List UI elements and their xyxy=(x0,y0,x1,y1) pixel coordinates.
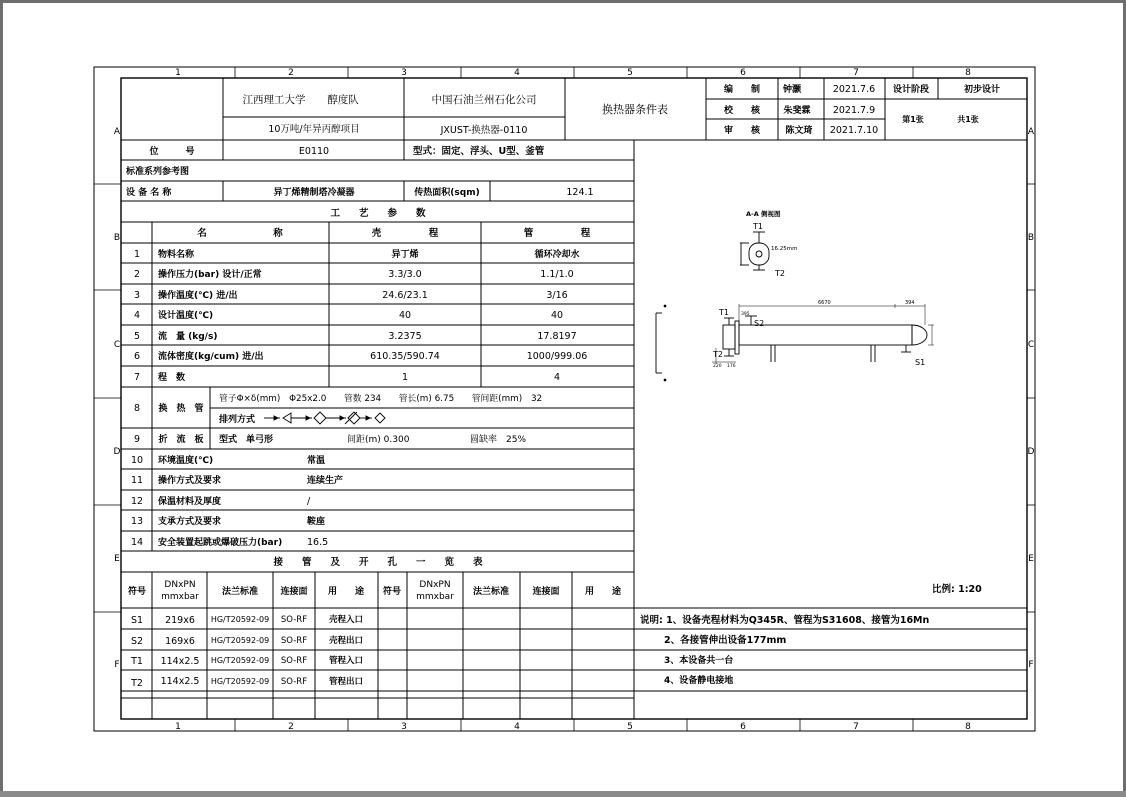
row-tube: 40 xyxy=(550,310,564,321)
exchanger-main-view xyxy=(656,304,934,381)
nozzle-std: HG/T20592-09 xyxy=(210,656,270,665)
nozzle-use: 管程入口 xyxy=(328,656,364,666)
project-name: 10万吨/年异丙醇项目 xyxy=(268,124,360,135)
col-symbol-2: 符号 xyxy=(382,587,402,597)
misc-rows xyxy=(131,454,343,548)
nozzle-std: HG/T20592-09 xyxy=(210,636,270,645)
misc-name: 支承方式及要求 xyxy=(158,517,222,527)
nozzle-dn: 114x2.5 xyxy=(160,676,200,687)
row-tube: 17.8197 xyxy=(537,331,577,342)
note-2: 2、各接管伸出设备177mm xyxy=(664,635,787,646)
zone-col-5-bottom: 5 xyxy=(627,722,633,732)
nozzle-use: 壳程入口 xyxy=(328,615,364,625)
col-shell-header: 壳 程 xyxy=(371,228,439,239)
sign-name-1: 钟灏 xyxy=(782,85,802,95)
baffle-cut: 圆缺率 25% xyxy=(470,435,527,445)
reference-label: 标准系列参考图 xyxy=(126,167,190,177)
row-shell: 异丁烯 xyxy=(391,250,419,260)
col-dnpn: DNxPN xyxy=(164,580,196,590)
row-shell: 1 xyxy=(401,372,409,383)
sign-date-1: 2021.7.6 xyxy=(832,84,876,95)
section-t1-label: T1 xyxy=(753,222,763,231)
school-name: 江西理工大学 xyxy=(242,94,306,106)
col-unit-2: mmxbar xyxy=(416,592,454,602)
section-label: A-A 侧视图 xyxy=(746,210,781,218)
s1-label: S1 xyxy=(915,358,926,367)
misc-name: 安全装置起跳或爆破压力(bar) xyxy=(158,538,283,548)
row-shell: 24.6/23.1 xyxy=(382,290,428,301)
zone-col-5: 5 xyxy=(627,68,633,78)
s2-label: S2 xyxy=(754,319,765,328)
zone-col-2: 2 xyxy=(288,68,294,78)
misc-value: 常温 xyxy=(307,456,326,466)
note-1: 说明: 1、设备壳程材料为Q345R、管程为S31608、接管为16Mn xyxy=(640,615,930,626)
zone-col-2-bottom: 2 xyxy=(288,722,294,732)
sign-role-1: 编 制 xyxy=(723,85,761,95)
zone-row-b: B xyxy=(113,233,121,243)
section-t2-label: T2 xyxy=(775,269,785,278)
zone-col-6-bottom: 6 xyxy=(740,722,746,732)
note-3: 3、本设备共一台 xyxy=(664,656,734,666)
drawing-number: JXUST-换热器-0110 xyxy=(440,125,528,136)
nozzle-std: HG/T20592-09 xyxy=(210,677,270,686)
misc-no: 14 xyxy=(130,537,144,548)
zone-col-7-bottom: 7 xyxy=(853,722,859,732)
type-text: 型式：固定、浮头、U型、釜管 xyxy=(413,146,545,157)
col-tube-header: 管 程 xyxy=(523,228,591,239)
arrangement-symbols xyxy=(264,412,385,424)
dim-a: 395 xyxy=(741,312,750,317)
row-name: 设计温度(℃) xyxy=(158,311,214,321)
stage-value: 初步设计 xyxy=(963,85,1001,95)
nozzle-sym: T2 xyxy=(131,678,143,689)
nozzle-sym: T1 xyxy=(131,656,143,667)
col-unit: mmxbar xyxy=(161,592,199,602)
nozzle-face: SO-RF xyxy=(280,615,308,625)
row-tube: 1.1/1.0 xyxy=(540,269,574,280)
row-name: 操作温度(℃) 进/出 xyxy=(158,291,238,301)
row-name: 物料名称 xyxy=(158,250,195,260)
zone-row-e: E xyxy=(114,554,120,564)
nozzle-dn: 219x6 xyxy=(165,615,195,626)
nozzle-face: SO-RF xyxy=(280,636,308,646)
col-flange: 法兰标准 xyxy=(221,587,259,597)
t1-label: T1 xyxy=(719,308,729,317)
zone-row-f-right: F xyxy=(1028,660,1034,670)
row-no: 1 xyxy=(133,249,141,260)
zone-row-c-right: C xyxy=(1027,340,1035,350)
col-name-header: 名 称 xyxy=(197,228,283,239)
row-tube: 3/16 xyxy=(546,290,568,301)
col-use-2: 用 途 xyxy=(584,587,622,597)
col-dnpn-2: DNxPN xyxy=(419,580,451,590)
zone-col-8-bottom: 8 xyxy=(965,722,971,732)
section-view xyxy=(740,232,769,270)
misc-no: 12 xyxy=(130,496,144,507)
row-shell: 3.3/3.0 xyxy=(388,269,422,280)
nozzle-std: HG/T20592-09 xyxy=(210,615,270,624)
row-shell: 3.2375 xyxy=(388,331,422,342)
zone-col-3-bottom: 3 xyxy=(401,722,407,732)
sign-role-3: 审 核 xyxy=(723,126,761,136)
equipment-name-value: 异丁烯精制塔冷凝器 xyxy=(273,188,355,198)
nozzle-use: 壳程出口 xyxy=(328,636,364,646)
sign-role-2: 校 核 xyxy=(723,106,761,116)
area-label: 传热面积(sqm) xyxy=(414,188,480,198)
process-header: 工 艺 参 数 xyxy=(330,208,426,219)
arrangement-label: 排列方式 xyxy=(219,415,256,425)
nozzle-face: SO-RF xyxy=(280,656,308,666)
position-value: E0110 xyxy=(298,146,330,157)
team-name: 醇度队 xyxy=(327,94,359,106)
company-name: 中国石油兰州石化公司 xyxy=(431,94,537,106)
row-shell: 610.35/590.74 xyxy=(370,351,440,362)
zone-col-4-bottom: 4 xyxy=(514,722,520,732)
zone-row-a: A xyxy=(113,127,121,137)
length-dim: 6670 xyxy=(818,300,831,306)
row-no: 3 xyxy=(133,290,141,301)
t2-label: T2 xyxy=(713,350,723,359)
baffle-spacing: 间距(m) 0.300 xyxy=(347,435,410,445)
sheet-number: 第1张 xyxy=(902,115,924,124)
process-table-grid xyxy=(121,140,1027,719)
row-no: 2 xyxy=(133,269,141,280)
zone-row-e-right: E xyxy=(1028,554,1034,564)
row8-name: 换 热 管 xyxy=(158,404,204,414)
sign-date-2: 2021.7.9 xyxy=(832,105,876,116)
zone-col-4: 4 xyxy=(514,68,520,78)
misc-no: 10 xyxy=(130,455,144,466)
misc-name: 操作方式及要求 xyxy=(158,476,222,486)
zone-col-1: 1 xyxy=(175,68,181,78)
row-no: 5 xyxy=(133,331,141,342)
zone-col-6: 6 xyxy=(740,68,746,78)
scale-label: 比例: 1:20 xyxy=(932,584,982,595)
zone-row-a-right: A xyxy=(1027,127,1035,137)
nozzle-header: 接 管 及 开 孔 一 览 表 xyxy=(273,557,483,568)
nozzle-dn: 169x6 xyxy=(165,636,195,647)
row9-name: 折 流 板 xyxy=(158,435,204,445)
end-dim: 394 xyxy=(905,300,915,306)
row-tube: 4 xyxy=(553,372,561,383)
stage-label: 设计阶段 xyxy=(892,85,930,95)
dim-b: 220 xyxy=(713,364,722,369)
nozzle-sym: S1 xyxy=(130,615,144,626)
row-shell: 40 xyxy=(398,310,412,321)
misc-name: 环境温度(℃) xyxy=(158,456,214,466)
zone-col-8: 8 xyxy=(965,68,971,78)
misc-no: 11 xyxy=(130,475,144,486)
sign-date-3: 2021.7.10 xyxy=(829,125,879,136)
row-name: 程 数 xyxy=(158,373,186,383)
nozzle-face: SO-RF xyxy=(280,677,308,687)
nozzle-sym: S2 xyxy=(130,636,144,647)
misc-value: 鞍座 xyxy=(307,517,326,527)
col-flange-2: 法兰标准 xyxy=(472,587,510,597)
row-name: 流体密度(kg/cum) 进/出 xyxy=(158,352,264,362)
col-face-2: 连接面 xyxy=(532,587,560,597)
area-value: 124.1 xyxy=(566,187,594,198)
col-symbol: 符号 xyxy=(127,587,147,597)
misc-value: 连续生产 xyxy=(307,476,344,486)
zone-row-c: C xyxy=(113,340,121,350)
misc-value: 16.5 xyxy=(307,537,329,548)
zone-col-1-bottom: 1 xyxy=(175,722,181,732)
zone-row-d: D xyxy=(113,447,121,457)
col-use: 用 途 xyxy=(327,587,365,597)
misc-value: / xyxy=(307,496,311,507)
col-face: 连接面 xyxy=(280,587,308,597)
section-dim-label: 16.25mm xyxy=(771,246,798,252)
nozzle-dn: 114x2.5 xyxy=(160,656,200,667)
row8-no: 8 xyxy=(133,403,141,414)
row-name: 流 量 (kg/s) xyxy=(158,332,218,342)
row9-no: 9 xyxy=(133,434,141,445)
zone-row-d-right: D xyxy=(1027,447,1035,457)
tube-spec-line: 管子Φ×δ(mm) Φ25x2.0 管数 234 管长(m) 6.75 管间距(mm) 32 xyxy=(219,394,543,404)
sign-name-3: 陈文琦 xyxy=(785,126,813,136)
row-name: 操作压力(bar) 设计/正常 xyxy=(158,270,262,280)
zone-row-f: F xyxy=(114,660,120,670)
document-title: 换热器条件表 xyxy=(602,103,668,116)
row-no: 6 xyxy=(133,351,141,362)
zone-row-b-right: B xyxy=(1027,233,1035,243)
zone-col-7: 7 xyxy=(853,68,859,78)
baffle-type: 型式 单弓形 xyxy=(219,435,274,445)
row-tube: 1000/999.06 xyxy=(526,351,588,362)
row-no: 4 xyxy=(133,310,141,321)
sheet-total: 共1张 xyxy=(957,115,979,124)
dim-c: 176 xyxy=(727,364,736,369)
equipment-name-label: 设 备 名 称 xyxy=(126,188,172,198)
sign-name-2: 朱斐霖 xyxy=(783,106,811,116)
process-rows xyxy=(134,248,587,383)
position-label: 位 号 xyxy=(149,147,195,157)
misc-name: 保温材料及厚度 xyxy=(158,497,222,507)
zone-col-3: 3 xyxy=(401,68,407,78)
misc-no: 13 xyxy=(130,516,144,527)
title-block xyxy=(121,78,1027,140)
note-4: 4、设备静电接地 xyxy=(664,676,734,686)
nozzle-col-headers xyxy=(128,580,621,602)
nozzle-rows xyxy=(130,614,363,689)
row-no: 7 xyxy=(133,372,141,383)
nozzle-use: 管程出口 xyxy=(328,677,364,687)
row-tube: 循环冷却水 xyxy=(534,250,580,260)
